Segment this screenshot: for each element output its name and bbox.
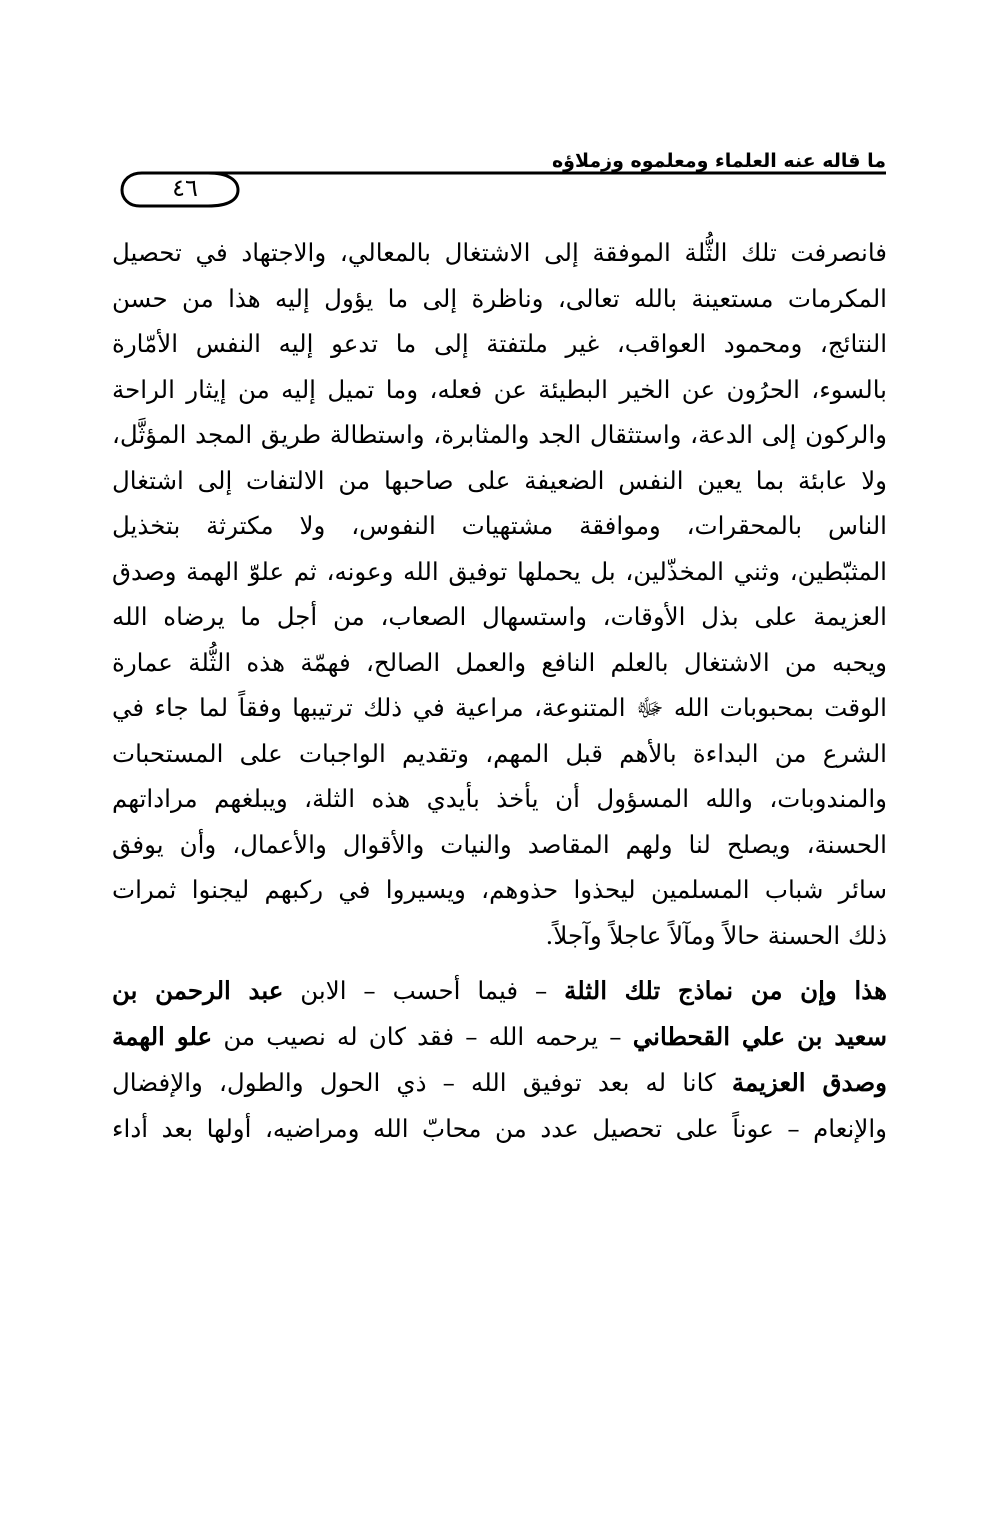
text-line	[112, 1060, 887, 1106]
bold-phrase: وصدق العزيمة	[731, 1068, 887, 1097]
text-run: – يرحمه الله – فقد كان له نصيب من	[212, 1022, 633, 1051]
paragraph	[112, 968, 887, 1152]
text-line	[112, 968, 887, 1014]
text-line: والإنعام – عوناً على تحصيل عدد من محابّ الله ومراضيه، أولها بعد أداء	[112, 1114, 887, 1143]
page-number: ٤٦	[172, 174, 198, 202]
bold-name: عبد الرحمن بن	[112, 976, 284, 1005]
page-body	[112, 230, 887, 1152]
text-line: ولا عابئة بما يعين النفس الضعيفة على صاحبها من الالتفات إلى اشتغال	[112, 465, 887, 495]
text-line: الشرع من البداءة بالأهم قبل المهم، وتقديم الواجبات على المستحبات	[112, 738, 887, 768]
text-line: والركون إلى الدعة، واستثقال الجد والمثابرة، واستطالة طريق المجد المؤثَّل،	[112, 420, 887, 449]
text-line: والمندوبات، والله المسؤول أن يأخذ بأيدي هذه الثلة، ويبلغهم مراداتهم	[112, 784, 887, 813]
text-line: المثبّطين، وثني المخذّلين، بل يحملها توفيق الله وعونه، ثم علوّ الهمة وصدق	[112, 556, 887, 586]
paragraph	[112, 230, 887, 958]
text-line: الحسنة، ويصلح لنا ولهم المقاصد والنيات والأقوال والأعمال، وأن يوفق	[112, 829, 887, 859]
bold-phrase: هذا وإن من نماذج تلك الثلة	[564, 976, 887, 1005]
running-title: ما قاله عنه العلماء ومعلموه وزملاؤه	[551, 150, 886, 172]
text-line: فانصرفت تلك الثُّلة الموفقة إلى الاشتغال بالمعالي، والاجتهاد في تحصيل	[112, 238, 887, 267]
text-line: ويحبه من الاشتغال بالعلم النافع والعمل الصالح، فهمّة هذه الثُّلة عمارة	[112, 647, 887, 677]
bold-name: سعيد بن علي القحطاني	[632, 1022, 887, 1051]
text-line: الوقت بمحبوبات الله ﷻ المتنوعة، مراعية في ذلك ترتيبها وفقاً لما جاء في	[112, 693, 887, 722]
text-line: بالسوء، الحرُون عن الخير البطيئة عن فعله، وما تميل إليه من إيثار الراحة	[112, 374, 887, 404]
text-line: النتائج، ومحمود العواقب، غير ملتفتة إلى ما تدعو إليه النفس الأمّارة	[112, 329, 887, 358]
text-line: سائر شباب المسلمين ليحذوا حذوهم، ويسيروا في ركبهم ليجنوا ثمرات	[112, 875, 887, 904]
text-line	[112, 1014, 887, 1060]
text-line: المكرمات مستعينة بالله تعالى، وناظرة إلى ما يؤول إليه هذا من حسن	[112, 283, 887, 313]
text-run: – فيما أحسب – الابن	[283, 976, 565, 1005]
bold-phrase: علو الهمة	[112, 1022, 213, 1051]
text-line: العزيمة على بذل الأوقات، واستسهال الصعاب، من أجل ما يرضاه الله	[112, 602, 887, 631]
text-run: كانا له بعد توفيق الله – ذي الحول والطول، والإفضال	[112, 1068, 732, 1097]
text-line: الناس بالمحقرات، وموافقة مشتهيات النفوس، ولا مكترثة بتخذيل	[112, 511, 887, 540]
text-line: ذلك الحسنة حالاً ومآلاً عاجلاً وآجلاً.	[545, 920, 887, 950]
page-header	[120, 150, 886, 210]
